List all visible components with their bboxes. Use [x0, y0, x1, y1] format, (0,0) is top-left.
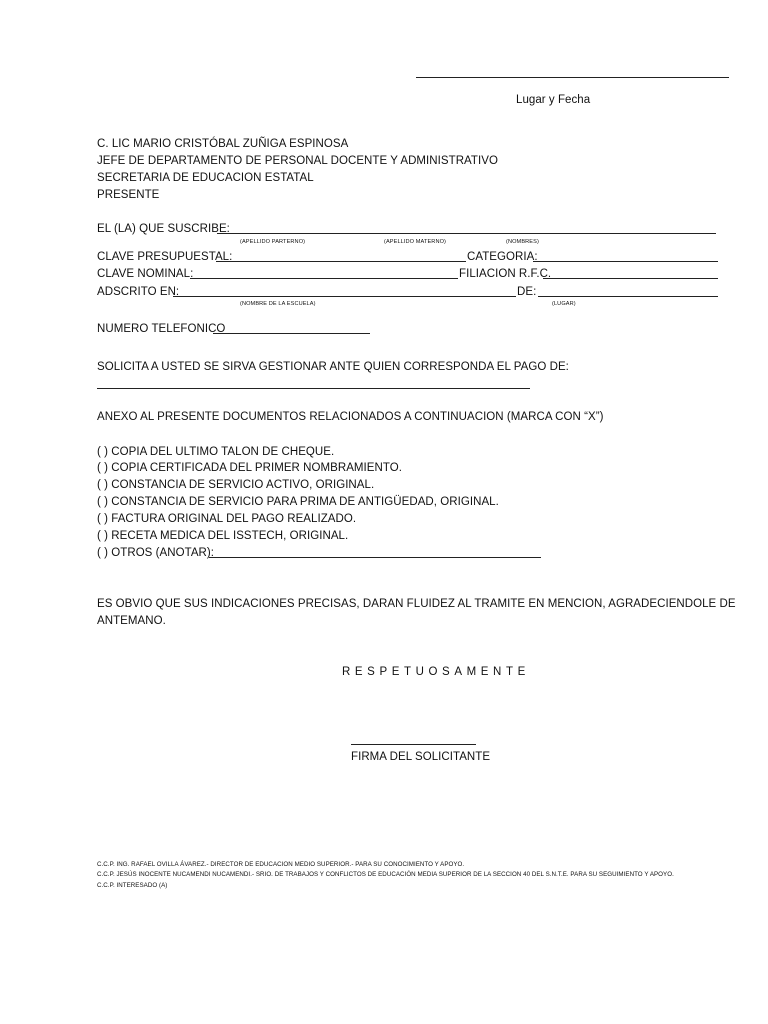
- suscribe-name-field[interactable]: [217, 233, 716, 234]
- annex-checkbox[interactable]: ( ): [97, 513, 109, 525]
- hint-lugar: (LUGAR): [552, 301, 576, 307]
- hint-apellido-materno: (APELLIDO MATERNO): [384, 239, 446, 245]
- suscribe-label: EL (LA) QUE SUSCRIBE:: [97, 223, 230, 235]
- filiacion-field[interactable]: [543, 278, 718, 279]
- annex-item: [97, 512, 356, 526]
- clave-nominal-label: CLAVE NOMINAL:: [97, 268, 194, 280]
- annex-item-label: COPIA DEL ULTIMO TALON DE CHEQUE.: [111, 446, 335, 458]
- request-text: SOLICITA A USTED SE SIRVA GESTIONAR ANTE QUIEN CORRESPONDA EL PAGO DE:: [97, 361, 569, 373]
- cc-line-3: C.C.P. INTERESADO (A): [97, 882, 168, 889]
- categoria-label: CATEGORIA:: [467, 251, 538, 263]
- annex-intro: ANEXO AL PRESENTE DOCUMENTOS RELACIONADOS A CONTINUACION (MARCA CON “X”): [97, 411, 604, 423]
- annex-item-label: OTROS (ANOTAR):: [111, 547, 215, 559]
- signature-line[interactable]: [351, 744, 476, 745]
- place-date-label: Lugar y Fecha: [516, 94, 591, 106]
- respectfully-text: RESPETUOSAMENTE: [342, 666, 530, 678]
- recipient-office: SECRETARIA DE EDUCACION ESTATAL: [97, 172, 314, 184]
- clave-presupuestal-label: CLAVE PRESUPUESTAL:: [97, 251, 233, 263]
- annex-checkbox[interactable]: ( ): [97, 462, 109, 474]
- annex-item: [97, 495, 499, 509]
- annex-item-label: COPIA CERTIFICADA DEL PRIMER NOMBRAMIENTO.: [111, 462, 402, 474]
- clave-nominal-field[interactable]: [190, 278, 458, 279]
- hint-nombre-escuela: (NOMBRE DE LA ESCUELA): [240, 301, 316, 307]
- de-field[interactable]: [538, 296, 718, 297]
- annex-item: [97, 445, 334, 459]
- cc-line-1: C.C.P. ING. RAFAEL OVILLA ÁVAREZ.- DIRECTOR DE EDUCACION MEDIO SUPERIOR.- PARA SU CONOCIMIENTO Y APOYO.: [97, 861, 465, 868]
- annex-item-label: CONSTANCIA DE SERVICIO ACTIVO, ORIGINAL.: [111, 479, 375, 491]
- recipient-name: C. LIC MARIO CRISTÓBAL ZUÑIGA ESPINOSA: [97, 138, 349, 150]
- closing-line-1: ES OBVIO QUE SUS INDICACIONES PRECISAS, DARAN FLUIDEZ AL TRAMITE EN MENCION, AGRADECIENDOLE DE: [97, 598, 736, 610]
- de-label: DE:: [517, 286, 537, 298]
- filiacion-label: FILIACION R.F.C.: [459, 268, 552, 280]
- annex-item-label: FACTURA ORIGINAL DEL PAGO REALIZADO.: [111, 513, 357, 525]
- hint-nombres: (NOMBRES): [506, 239, 539, 245]
- cc-line-2: C.C.P. JESÚS INOCENTE NUCAMENDI NUCAMENDI.- SRIO. DE TRABAJOS Y CONFLICTOS DE EDUCACIÓN MEDIA SUPERIOR DE LA SECCION 40 DEL S.N.T.E. PARA SU SEGUIMIENTO Y APOYO.: [97, 871, 674, 878]
- place-date-line[interactable]: [416, 77, 729, 78]
- adscrito-field[interactable]: [173, 296, 516, 297]
- clave-presupuestal-field[interactable]: [216, 261, 466, 262]
- recipient-presente: PRESENTE: [97, 189, 160, 201]
- annex-item-label: CONSTANCIA DE SERVICIO PARA PRIMA DE ANTIGÜEDAD, ORIGINAL.: [111, 496, 499, 508]
- otros-field[interactable]: [209, 557, 541, 558]
- telefono-field[interactable]: [213, 333, 370, 334]
- annex-item: [97, 529, 348, 543]
- annex-item: [97, 461, 402, 475]
- annex-checkbox[interactable]: ( ): [97, 446, 109, 458]
- categoria-field[interactable]: [533, 261, 718, 262]
- annex-checkbox[interactable]: ( ): [97, 479, 109, 491]
- hint-apellido-paterno: (APELLIDO PARTERNO): [240, 239, 306, 245]
- adscrito-label: ADSCRITO EN:: [97, 286, 180, 298]
- request-payment-field[interactable]: [97, 388, 530, 389]
- signature-label: FIRMA DEL SOLICITANTE: [351, 751, 491, 763]
- annex-checkbox[interactable]: ( ): [97, 496, 109, 508]
- annex-checkbox[interactable]: ( ): [97, 530, 109, 542]
- recipient-position: JEFE DE DEPARTAMENTO DE PERSONAL DOCENTE Y ADMINISTRATIVO: [97, 155, 498, 167]
- closing-line-2: ANTEMANO.: [97, 615, 166, 627]
- annex-item: [97, 546, 214, 560]
- annex-checkbox[interactable]: ( ): [97, 547, 109, 559]
- annex-item: [97, 478, 374, 492]
- annex-item-label: RECETA MEDICA DEL ISSTECH, ORIGINAL.: [111, 530, 349, 542]
- telefono-label: NUMERO TELEFONICO: [97, 323, 226, 335]
